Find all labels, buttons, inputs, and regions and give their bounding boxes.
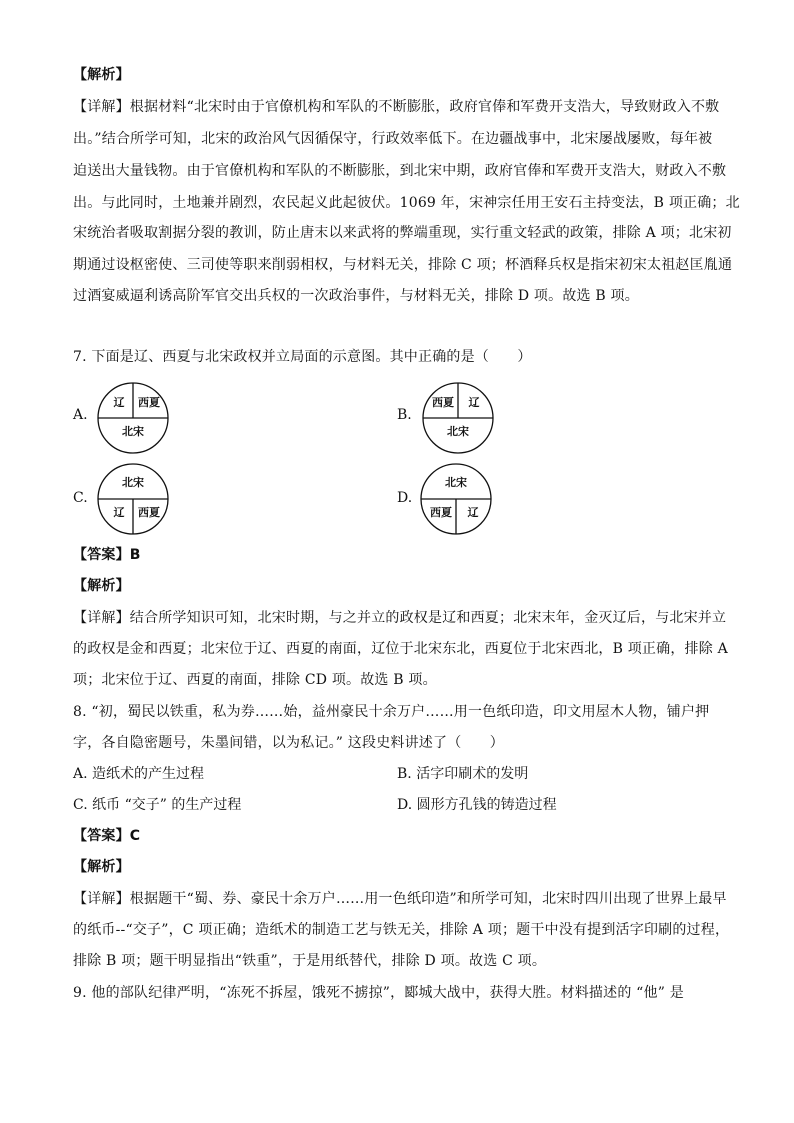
q8-question-line-2: 字，各自隐密题号，朱墨间错，以为私记。” 这段史料讲述了（ ） [73, 735, 505, 751]
q6-detail-line-5: 宋统治者吸取割据分裂的教训，防止唐末以来武将的弊端重现，实行重文轻武的政策，排除 A 项；北宋初 [73, 225, 732, 241]
q7-c-bottom-left: 辽 [113, 506, 125, 519]
q8-answer: 【答案】C [73, 828, 141, 844]
q6-detail-line-4: 出。与此同时，土地兼并剧烈，农民起义此起彼伏。1069 年，宋神宗任用王安石主持变法，B 项正确；北 [73, 195, 740, 211]
q7-option-b-diagram [422, 382, 494, 454]
q8-option-b: B. 活字印刷术的发明 [397, 766, 529, 782]
q8-option-c: C. 纸币 “交子” 的生产过程 [73, 797, 242, 813]
q7-a-top-left: 辽 [113, 396, 125, 409]
q7-d-bottom-right: 辽 [467, 506, 479, 519]
q9-question: 9. 他的部队纪律严明，“冻死不拆屋，饿死不掳掠”，郾城大战中，获得大胜。材料描述的 “他” 是 [73, 985, 684, 1001]
q7-d-top: 北宋 [445, 476, 467, 489]
q8-option-d: D. 圆形方孔钱的铸造过程 [397, 797, 557, 813]
q7-option-d-diagram [420, 463, 492, 535]
q7-d-bottom-left: 西夏 [430, 506, 452, 519]
q8-detail-line-2: 的纸币--“交子”，C 项正确；造纸术的制造工艺与铁无关，排除 A 项；题干中没有提到活字印刷的过程， [73, 922, 730, 938]
q6-detail-line-1: 【详解】根据材料“北宋时由于官僚机构和军队的不断膨胀，政府官俸和军费开支浩大，导致财政入不敷 [73, 99, 720, 115]
q7-answer: 【答案】B [73, 547, 141, 563]
q7-detail-line-1: 【详解】结合所学知识可知，北宋时期，与之并立的政权是辽和西夏；北宋末年，金灭辽后，与北宋并立 [73, 610, 727, 626]
q7-option-c-diagram [97, 463, 169, 535]
q7-option-b-label: B. [397, 407, 412, 423]
q7-option-a-diagram [97, 382, 169, 454]
analysis-label: 【解析】 [73, 67, 130, 83]
q6-detail-line-6: 期通过设枢密使、三司使等职来削弱相权，与材料无关，排除 C 项；杯酒释兵权是指宋初宋太祖赵匡胤通 [73, 257, 733, 273]
q7-detail-line-3: 项；北宋位于辽、西夏的南面，排除 CD 项。故选 B 项。 [73, 672, 437, 688]
q7-option-d-label: D. [397, 490, 413, 506]
q6-detail-line-2: 出。”结合所学可知，北宋的政治风气因循保守，行政效率低下。在边疆战事中，北宋屡战屡败，每年被 [73, 131, 713, 147]
q7-b-top-left: 西夏 [432, 396, 454, 409]
q7-a-top-right: 西夏 [138, 396, 160, 409]
q8-question-line-1: 8. “初，蜀民以铁重，私为券……始，益州豪民十余万户……用一色纸印造，印文用屋木人物，铺户押 [73, 704, 710, 720]
q7-detail-line-2: 的政权是金和西夏；北宋位于辽、西夏的南面，辽位于北宋东北，西夏位于北宋西北，B 项正确，排除 A [73, 641, 728, 657]
q6-detail-line-3: 迫送出大量钱物。由于官僚机构和军队的不断膨胀，到北宋中期，政府官俸和军费开支浩大，财政入不敷 [73, 163, 727, 179]
q7-option-c-label: C. [73, 490, 88, 506]
q8-detail-line-3: 排除 B 项；题干明显指出“铁重”，于是用纸替代，排除 D 项。故选 C 项。 [73, 953, 547, 969]
q8-analysis-label: 【解析】 [73, 859, 130, 875]
q7-question: 7. 下面是辽、西夏与北宋政权并立局面的示意图。其中正确的是（ ） [73, 349, 532, 365]
q7-option-a-label: A. [73, 407, 88, 423]
q7-a-bottom: 北宋 [122, 425, 144, 438]
q7-b-top-right: 辽 [468, 396, 480, 409]
q8-option-a: A. 造纸术的产生过程 [73, 766, 205, 782]
q8-detail-line-1: 【详解】根据题干“蜀、券、豪民十余万户……用一色纸印造”和所学可知，北宋时四川出现了世界上最早 [73, 891, 727, 907]
q7-analysis-label: 【解析】 [73, 578, 130, 594]
q7-c-bottom-right: 西夏 [138, 506, 160, 519]
q6-detail-line-7: 过酒宴威逼利诱高阶军官交出兵权的一次政治事件，与材料无关，排除 D 项。故选 B 项。 [73, 288, 639, 304]
q7-c-top: 北宋 [122, 476, 144, 489]
q7-b-bottom: 北宋 [447, 425, 469, 438]
